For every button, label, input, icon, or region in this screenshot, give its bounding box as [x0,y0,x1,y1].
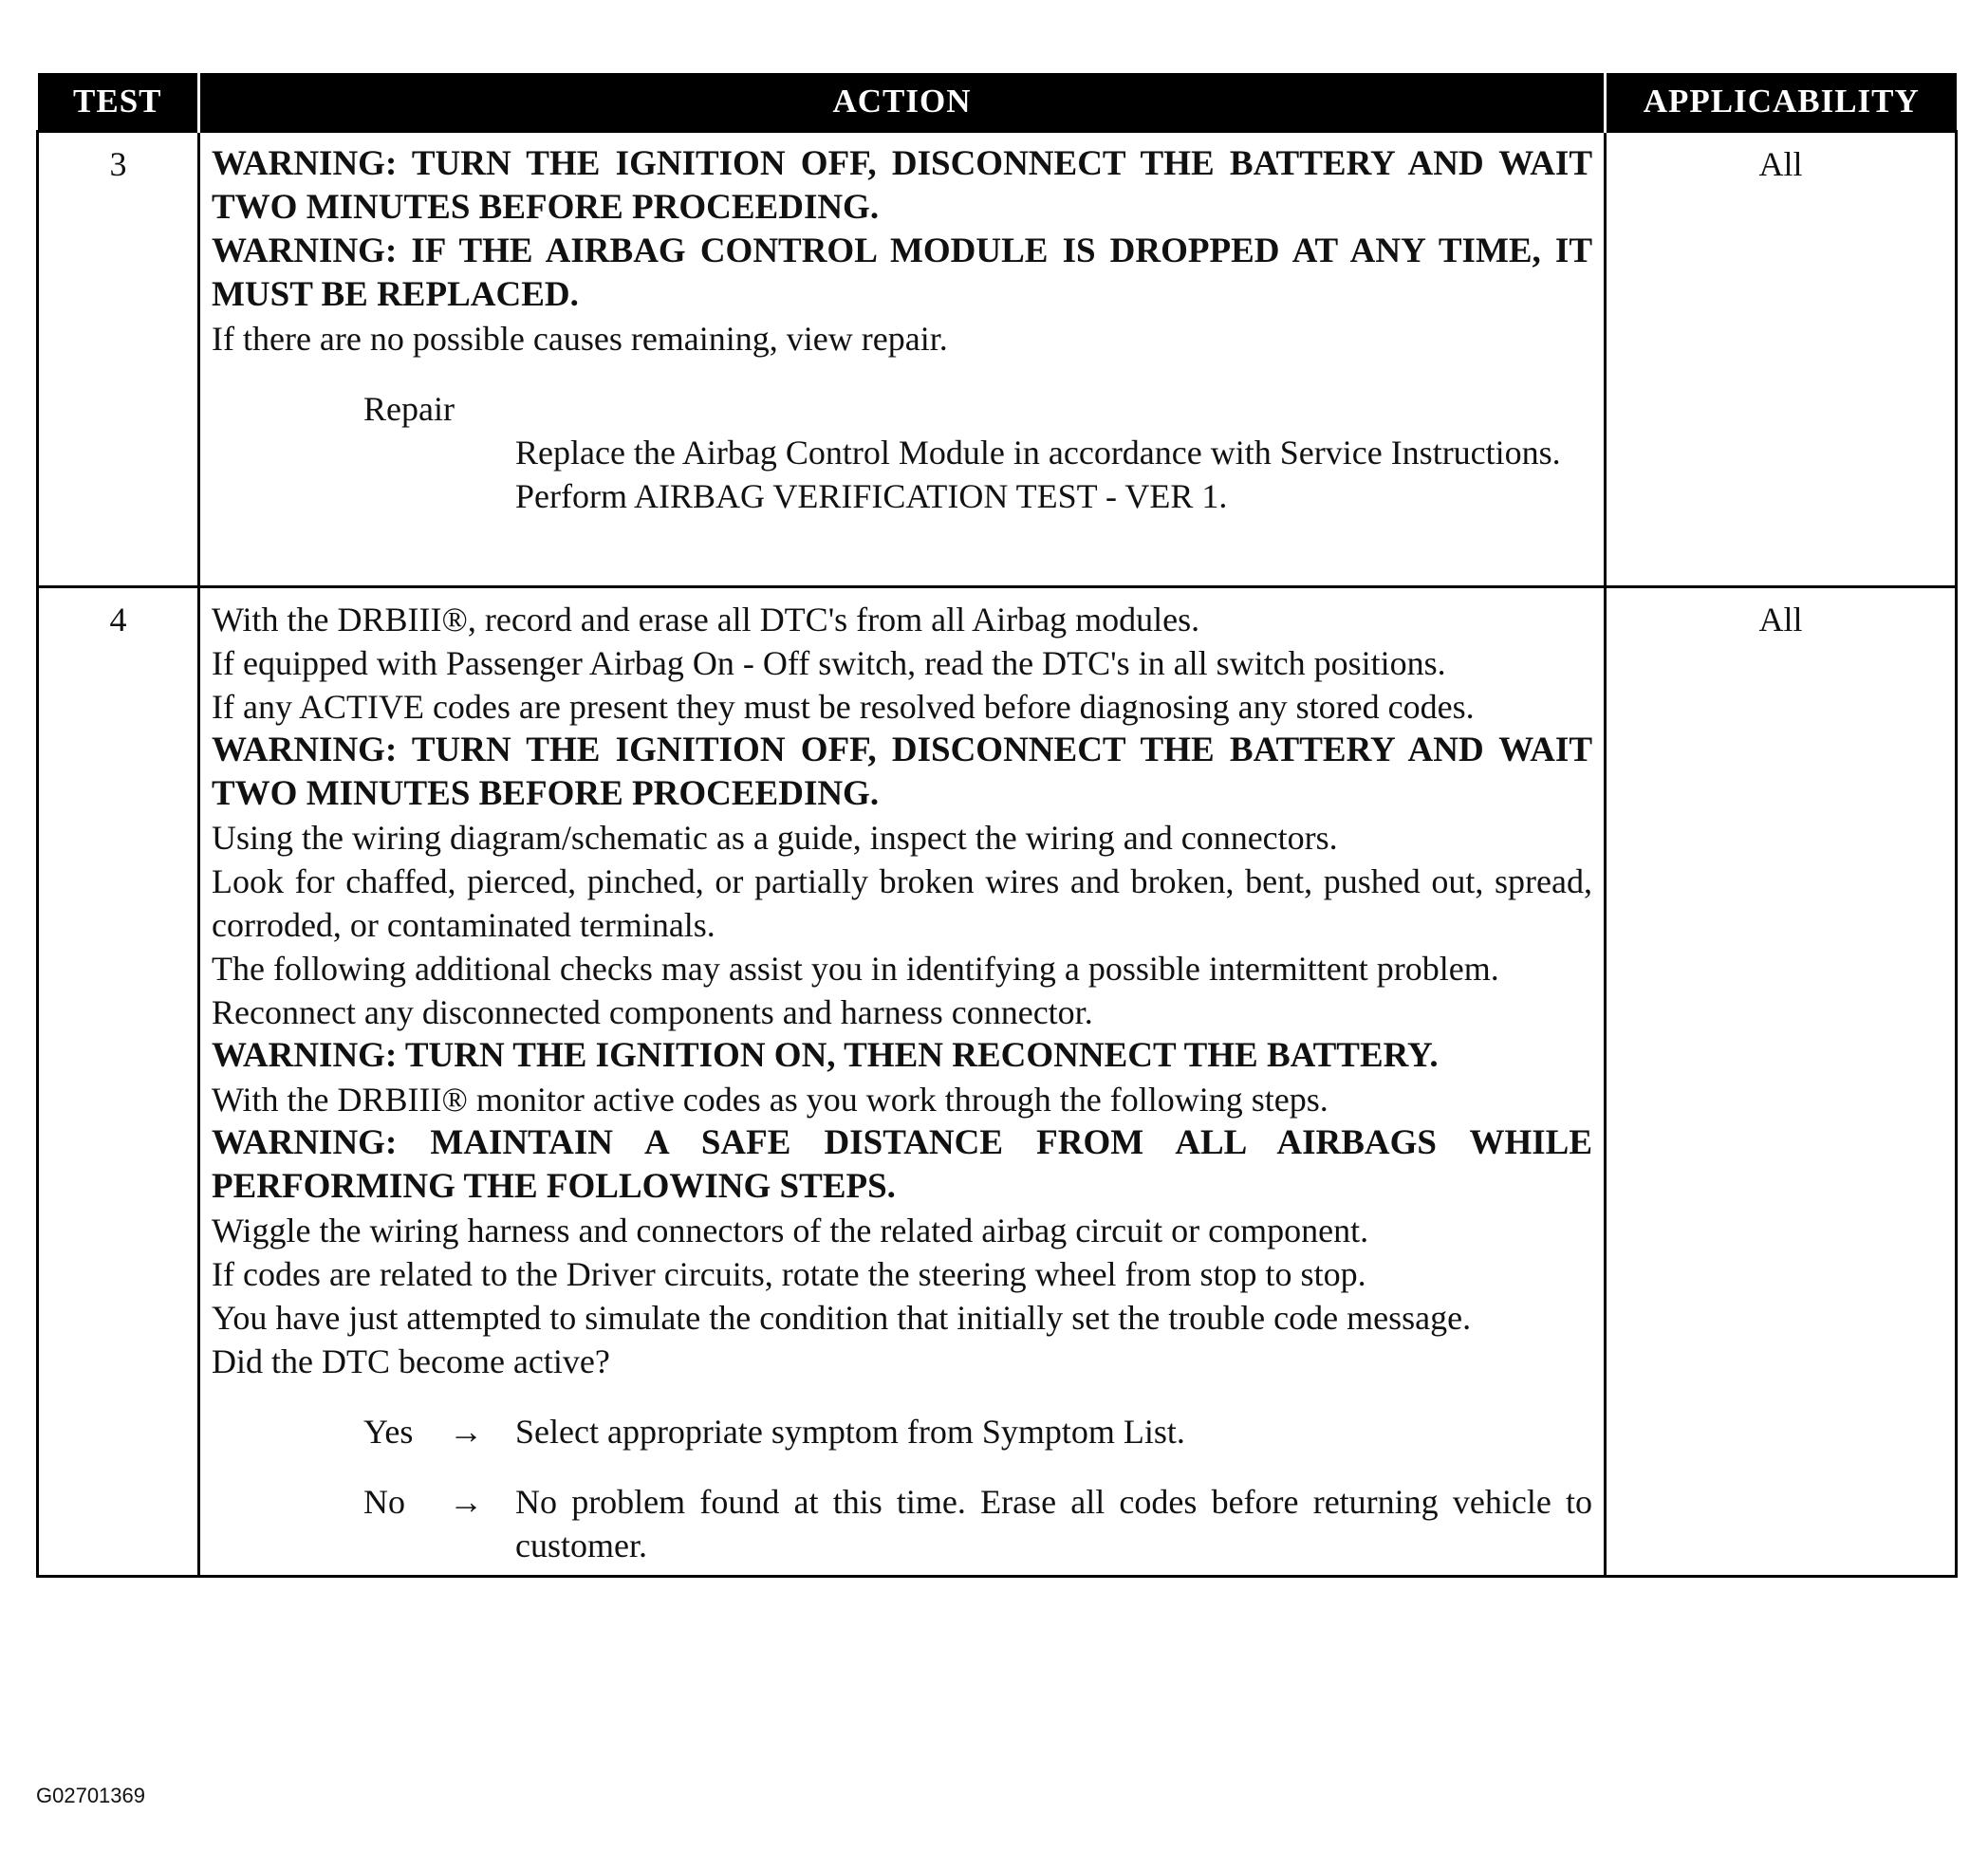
repair-label: Repair [363,390,455,428]
warning-text: WARNING: MAINTAIN A SAFE DISTANCE FROM ALL AIRBAGS WHILE PERFORMING THE FOLLOWING STEPS. [212,1123,1592,1206]
warning-text: WARNING: TURN THE IGNITION OFF, DISCONNECT THE BATTERY AND WAIT TWO MINUTES BEFORE PROCEEDING. [212,144,1592,227]
instruction-text: Using the wiring diagram/schematic as a guide, inspect the wiring and connectors. [212,819,1338,857]
table-row [38,132,1957,587]
instruction-text: With the DRBIII® monitor active codes as you work through the following steps. [212,1081,1328,1119]
instruction-text: Wiggle the wiring harness and connectors of the related airbag circuit or component. [212,1212,1369,1249]
warning-text: WARNING: IF THE AIRBAG CONTROL MODULE IS DROPPED AT ANY TIME, IT MUST BE REPLACED. [212,231,1592,314]
question-text: Did the DTC become active? [212,1342,610,1380]
answer-label: No [363,1483,405,1521]
diagnostic-table [36,73,1958,1578]
figure-id: G02701369 [36,1784,145,1807]
instruction-text: If there are no possible causes remaining, view repair. [212,320,948,358]
diagnostic-test-sheet [36,73,1955,1578]
instruction-text: The following additional checks may assist you in identifying a possible intermittent problem. [212,950,1499,988]
right-arrow-icon: → [449,1483,483,1521]
instruction-text: If codes are related to the Driver circuits, rotate the steering wheel from stop to stop. [212,1255,1366,1293]
warning-text: WARNING: TURN THE IGNITION OFF, DISCONNECT THE BATTERY AND WAIT TWO MINUTES BEFORE PROCEEDING. [212,731,1592,813]
table-row [38,587,1957,1577]
instruction-text: With the DRBIII®, record and erase all DTC's from all Airbag modules. [212,601,1200,638]
answer-yes [212,1410,1592,1453]
applicability-value: All [1606,132,1957,587]
action-cell [199,587,1606,1577]
instruction-text: If equipped with Passenger Airbag On - Off switch, read the DTC's in all switch positions. [212,644,1446,682]
header-action: ACTION [199,73,1606,132]
header-test: TEST [38,73,199,132]
repair-text: Perform AIRBAG VERIFICATION TEST - VER 1. [515,477,1228,515]
repair-text: Replace the Airbag Control Module in accordance with Service Instructions. [515,434,1561,472]
answer-text: No problem found at this time. Erase all codes before returning vehicle to customer. [515,1483,1592,1564]
right-arrow-icon: → [449,1413,483,1451]
instruction-text: Look for chaffed, pierced, pinched, or partially broken wires and broken, bent, pushed out, spread, corroded, or contaminated terminals. [212,862,1592,944]
action-cell [199,132,1606,587]
answer-text: Select appropriate symptom from Symptom List. [515,1413,1185,1451]
test-number: 4 [38,587,199,1577]
answer-label: Yes [363,1413,414,1451]
instruction-text: Reconnect any disconnected components and harness connector. [212,993,1093,1031]
header-applicability: APPLICABILITY [1606,73,1957,132]
test-number: 3 [38,132,199,587]
instruction-text: If any ACTIVE codes are present they must be resolved before diagnosing any stored codes. [212,688,1475,726]
header-row [38,73,1957,132]
applicability-value: All [1606,587,1957,1577]
warning-text: WARNING: TURN THE IGNITION ON, THEN RECONNECT THE BATTERY. [212,1036,1439,1075]
instruction-text: You have just attempted to simulate the condition that initially set the trouble code message. [212,1299,1472,1337]
answer-no [212,1480,1592,1567]
